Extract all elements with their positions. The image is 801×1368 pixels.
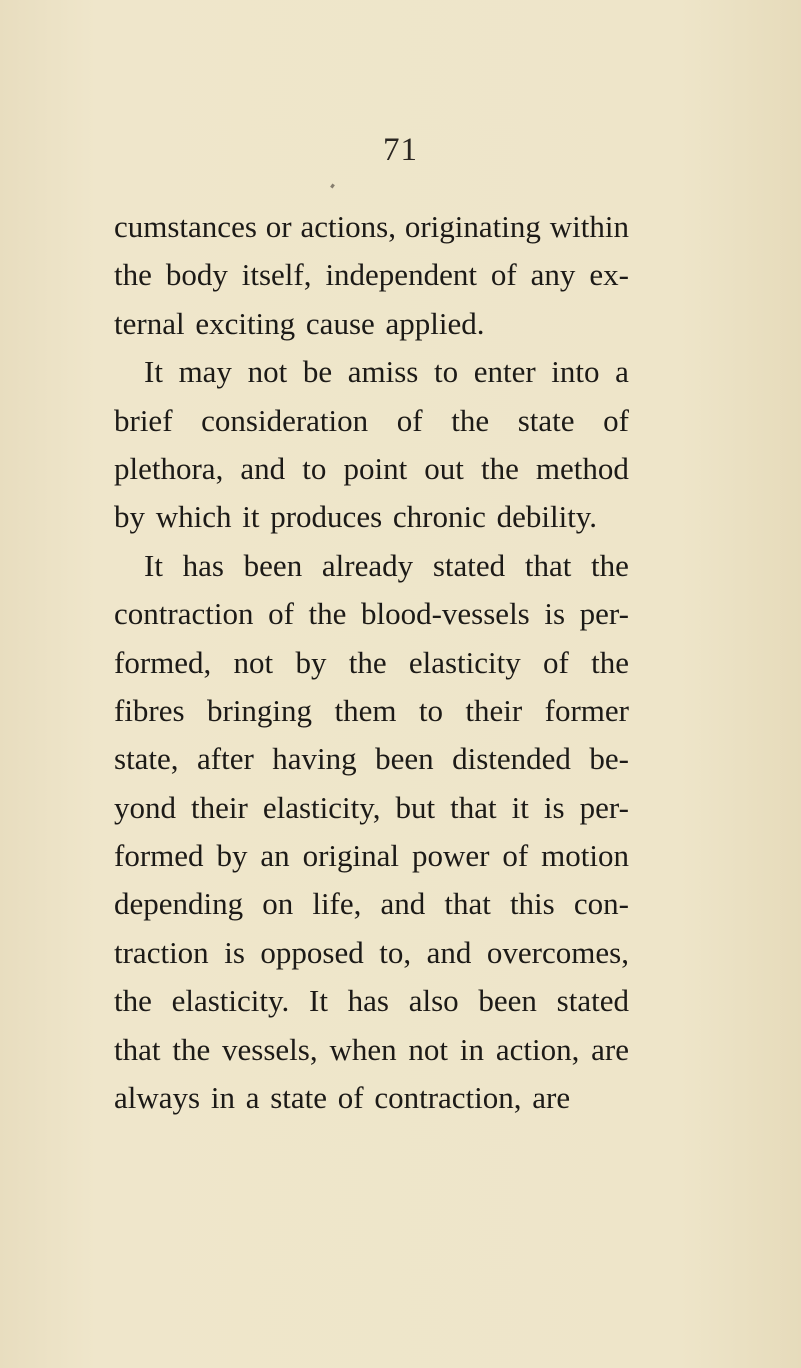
text-line: fibres bringing them to their former bbox=[114, 692, 629, 728]
text-line: plethora, and to point out the method bbox=[114, 450, 629, 486]
text-line: It may not be amiss to enter into a bbox=[144, 354, 629, 390]
text-line: state, after having been distended be- bbox=[114, 741, 629, 777]
text-line: cumstances or actions, originating within bbox=[114, 209, 629, 244]
ink-fleck bbox=[330, 184, 335, 189]
body-text bbox=[114, 203, 629, 1122]
text-line: that the vessels, when not in action, are bbox=[114, 1031, 629, 1067]
text-line: formed, not by the elasticity of the bbox=[114, 644, 629, 680]
text-line: brief consideration of the state of bbox=[114, 402, 629, 438]
text-line: It has been already stated that the bbox=[144, 547, 629, 583]
text-line: the elasticity. It has also been stated bbox=[114, 983, 629, 1019]
text-line: traction is opposed to, and overcomes, bbox=[114, 934, 629, 970]
text-line: contraction of the blood-vessels is per- bbox=[114, 596, 629, 632]
text-line: ternal exciting cause applied. bbox=[114, 305, 485, 341]
text-line: always in a state of contraction, are bbox=[114, 1080, 571, 1116]
page-number: 71 bbox=[383, 132, 418, 168]
text-line: formed by an original power of motion bbox=[114, 838, 629, 874]
text-line: depending on life, and that this con- bbox=[114, 886, 629, 922]
text-line: the body itself, independent of any ex- bbox=[114, 257, 629, 293]
text-line: yond their elasticity, but that it is per- bbox=[114, 789, 629, 825]
text-line: by which it produces chronic debility. bbox=[114, 499, 598, 535]
